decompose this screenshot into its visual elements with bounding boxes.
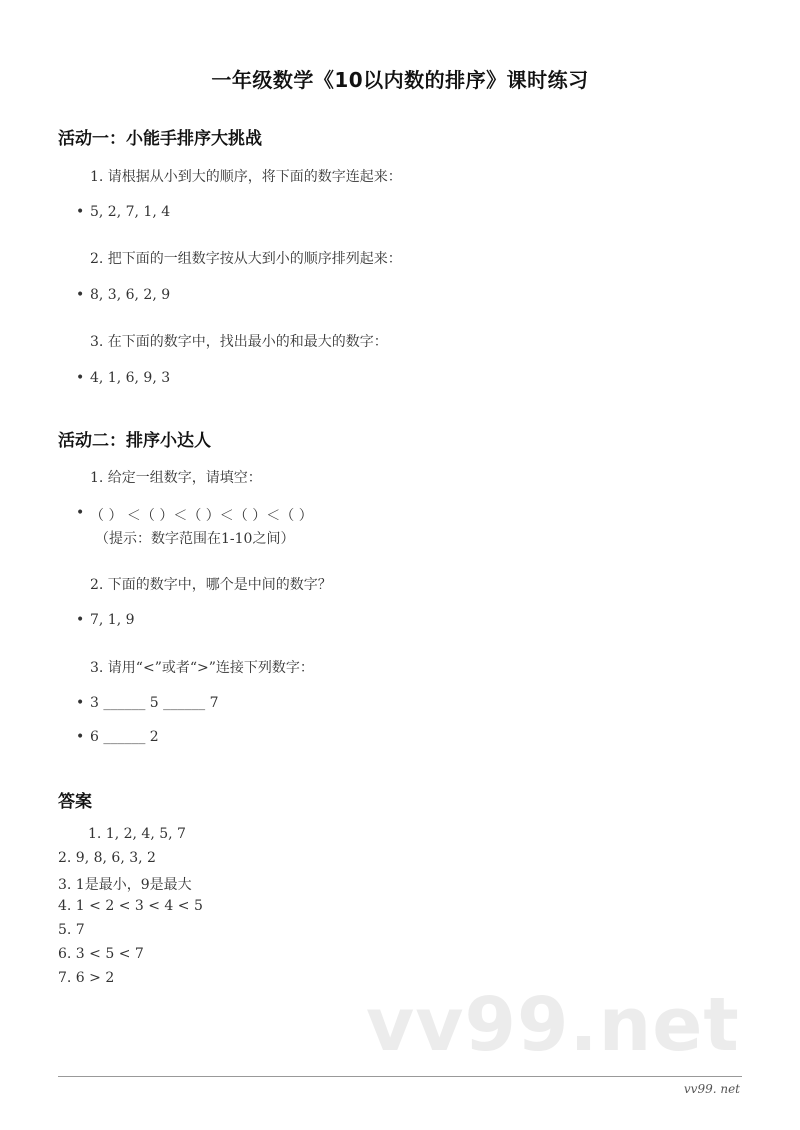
- activity2-q3-line-2: 6 ______ 2: [90, 729, 159, 745]
- activity2-q1-blanks: （ ） ＜（ ）＜（ ）＜（ ）＜（ ）: [90, 508, 313, 524]
- bullet-icon: •: [76, 505, 85, 521]
- activity2-question-3: 3. 请用“<”或者“>”连接下列数字：: [90, 660, 314, 676]
- answer-4: 4. 1 < 2 < 3 < 4 < 5: [58, 898, 203, 914]
- bullet-icon: •: [76, 370, 85, 386]
- bullet-icon: •: [76, 287, 85, 303]
- page-title: 一年级数学《10以内数的排序》课时练习: [211, 68, 589, 92]
- answer-1: 1. 1, 2, 4, 5, 7: [88, 826, 186, 842]
- activity2-q1-hint: （提示：数字范围在1-10之间）: [95, 531, 295, 547]
- activity2-question-2: 2. 下面的数字中，哪个是中间的数字？: [90, 577, 332, 593]
- bullet-icon: •: [76, 729, 85, 745]
- answer-6: 6. 3 < 5 < 7: [58, 946, 144, 962]
- answers-heading: 答案: [58, 792, 92, 812]
- activity1-q3-numbers: 4, 1, 6, 9, 3: [90, 370, 171, 386]
- activity1-question-2: 2. 把下面的一组数字按从大到小的顺序排列起来：: [90, 251, 402, 267]
- activity2-heading: 活动二：排序小达人: [58, 431, 211, 451]
- answer-5: 5. 7: [58, 922, 85, 938]
- answer-3: 3. 1是最小，9是最大: [58, 877, 192, 893]
- watermark: vv99.net: [366, 982, 740, 1068]
- bullet-icon: •: [76, 612, 85, 628]
- activity2-q3-line-1: 3 ______ 5 ______ 7: [90, 695, 219, 711]
- activity2-question-1: 1. 给定一组数字，请填空：: [90, 470, 262, 486]
- footer-divider: [58, 1076, 742, 1077]
- answer-7: 7. 6 > 2: [58, 970, 115, 986]
- activity1-q2-numbers: 8, 3, 6, 2, 9: [90, 287, 171, 303]
- activity1-q1-numbers: 5, 2, 7, 1, 4: [90, 204, 171, 220]
- activity1-question-1: 1. 请根据从小到大的顺序，将下面的数字连起来：: [90, 169, 402, 185]
- footer-site-link[interactable]: vv99. net: [683, 1082, 740, 1096]
- activity1-heading: 活动一：小能手排序大挑战: [58, 129, 262, 149]
- answer-2: 2. 9, 8, 6, 3, 2: [58, 850, 156, 866]
- bullet-icon: •: [76, 204, 85, 220]
- activity2-q2-numbers: 7, 1, 9: [90, 612, 135, 628]
- bullet-icon: •: [76, 695, 85, 711]
- activity1-question-3: 3. 在下面的数字中，找出最小的和最大的数字：: [90, 334, 388, 350]
